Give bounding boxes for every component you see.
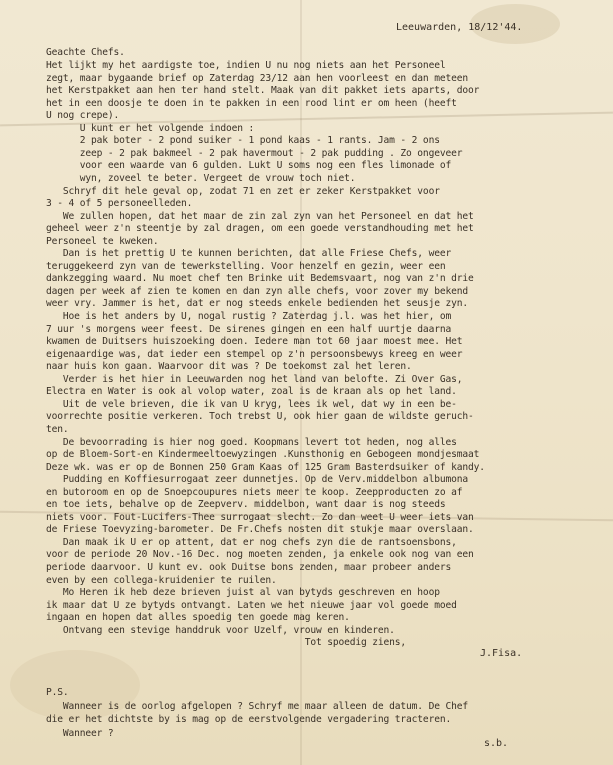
letter-line: voorrechte positie verkeren. Toch trebst U, ook hier gaan de wildste geruch- [46, 411, 474, 422]
letter-line: Uit de vele brieven, die ik van U kryg, lees ik wel, dat wy in een be- [46, 399, 457, 410]
letter-line: het in een doosje te doen in te pakken in een rood lint er om heen (heeft [46, 98, 457, 109]
letter-line: Mo Heren ik heb deze brieven juist al van bytyds geschreven en hoop [46, 587, 440, 598]
letter-line: 7 uur 's morgens weer feest. De sirenes gingen en een half uurtje daarna [46, 324, 452, 335]
letter-line: We zullen hopen, dat het maar de zin zal zyn van het Personeel en dat het [46, 211, 474, 222]
postscript-line: P.S. [46, 687, 69, 698]
letter-line: ingaan en hopen dat alles spoedig ten goede mag keren. [46, 612, 350, 623]
letter-line: De bevoorrading is hier nog goed. Koopmans levert tot heden, nog alles [46, 437, 457, 448]
letter-line: Deze wk. was er op de Bonnen 250 Gram Kaas of 125 Gram Basterdsuiker of kandy. [46, 462, 485, 473]
letter-line: Dan maak ik U er op attent, dat er nog chefs zyn die de rantsoensbons, [46, 537, 457, 548]
letter-line: weer vry. Jammer is het, dat er nog steeds enkele bedienden het seusje zyn. [46, 298, 468, 309]
letter-line: en toe iets, behalve op de Zeepverv. middelbon, want daar is nog steeds [46, 499, 446, 510]
letter-line: op de Bloem-Sort-en Kindermeeltoewyzingen .Kunsthonig en Gebogeen mondjesmaat [46, 449, 480, 460]
letter-line: even by een collega-kruidenier te ruilen. [46, 575, 277, 586]
letter-line: zeep - 2 pak bakmeel - 2 pak havermout - 2 pak pudding . Zo ongeveer [46, 148, 463, 159]
letter-line: voor een waarde van 6 gulden. Lukt U soms nog een fles limonade of [46, 160, 452, 171]
letter-line: teruggekeerd zyn van de tewerkstelling. Voor henzelf en gezin, weer een [46, 261, 446, 272]
letter-line: dagen per week af zien te komen en dan zyn alle chefs, voor zover my bekend [46, 286, 468, 297]
postscript-line: Wanneer ? [46, 728, 114, 739]
letter-line: eigenaardige was, dat ieder een stempel op z'n persoonsbewys kreeg en weer [46, 349, 463, 360]
letter-line: Personeel te kweken. [46, 236, 159, 247]
letter-line: wyn, zoveel te beter. Vergeet de vrouw toch niet. [46, 173, 356, 184]
letter-line: periode daarvoor. U kunt ev. ook Duitse bons zenden, maar probeer anders [46, 562, 452, 573]
postscript-line: Wanneer is de oorlog afgelopen ? Schryf me maar alleen de datum. De Chef [46, 701, 468, 712]
letter-line: Tot spoedig ziens, [46, 637, 407, 648]
letter-line: ik maar dat U ze bytyds ontvangt. Laten we het nieuwe jaar vol goede moed [46, 600, 457, 611]
letter-line: geheel weer z'n steentje by zal dragen, om een goede verstandhouding met het [46, 223, 474, 234]
letter-line: Schryf dit hele geval op, zodat 71 en zet er zeker Kerstpakket voor [46, 186, 440, 197]
letter-date: Leeuwarden, 18/12'44. [396, 22, 523, 33]
letter-line: de Friese Toevyzing-barometer. De Fr.Chefs nosten dit stukje maar overslaan. [46, 524, 474, 535]
letter-line: niets voor. Fout-Lucifers-Thee surrogaat slecht. Zo dan weet U weer iets van [46, 512, 474, 523]
letter-line: naar huis kon gaan. Waarvoor dit was ? De toekomst zal het leren. [46, 361, 412, 372]
letter-line: kwamen de Duitsers huiszoeking doen. Iedere man tot 60 jaar moest mee. Het [46, 336, 463, 347]
letter-line: Het lijkt my het aardigste toe, indien U nu nog niets aan het Personeel [46, 60, 446, 71]
letter-line: U kunt er het volgende indoen : [46, 123, 255, 134]
letter-line: ten. [46, 424, 69, 435]
letter-line: Ontvang een stevige handdruk voor Uzelf, vrouw en kinderen. [46, 625, 395, 636]
letter-line: en butoroom en op de Snoepcoupures niets meer te koop. Zeepproducten zo af [46, 487, 463, 498]
letter-line: U nog crepe). [46, 110, 120, 121]
letter-line: voor de periode 20 Nov.-16 Dec. nog moeten zenden, ja enkele ook nog van een [46, 549, 474, 560]
letter-line: het Kerstpakket aan hen ter hand stelt. Maak van dit pakket iets aparts, door [46, 85, 480, 96]
letter-line: Hoe is het anders by U, nogal rustig ? Zaterdag j.l. was het hier, om [46, 311, 452, 322]
signature: J.Fisa. [480, 648, 523, 659]
letter-line: Verder is het hier in Leeuwarden nog het land van belofte. Zi Over Gas, [46, 374, 463, 385]
letter-line: Electra en Water is ook al volop water, zoal is de kraan als op het land. [46, 386, 457, 397]
letter-line: 3 - 4 of 5 personeelleden. [46, 198, 193, 209]
letter-line: 2 pak boter - 2 pond suiker - 1 pond kaas - 1 rants. Jam - 2 ons [46, 135, 440, 146]
letter-line: Dan is het prettig U te kunnen berichten, dat alle Friese Chefs, weer [46, 248, 452, 259]
letter-line: dankzegging waard. Nu moet chef ten Brinke uit Bedemsvaart, nog van z'n drie [46, 273, 474, 284]
postscript-line: die er het dichtste by is mag op de eerstvolgende vergadering tracteren. [46, 714, 452, 725]
letter-line: Pudding en Koffiesurrogaat zeer dunnetjes. Op de Verv.middelbon albumona [46, 474, 468, 485]
initials: s.b. [484, 738, 509, 749]
letter-line: zegt, maar bygaande brief op Zaterdag 23/12 aan hen voorleest en dan meteen [46, 73, 468, 84]
salutation: Geachte Chefs. [46, 47, 125, 58]
